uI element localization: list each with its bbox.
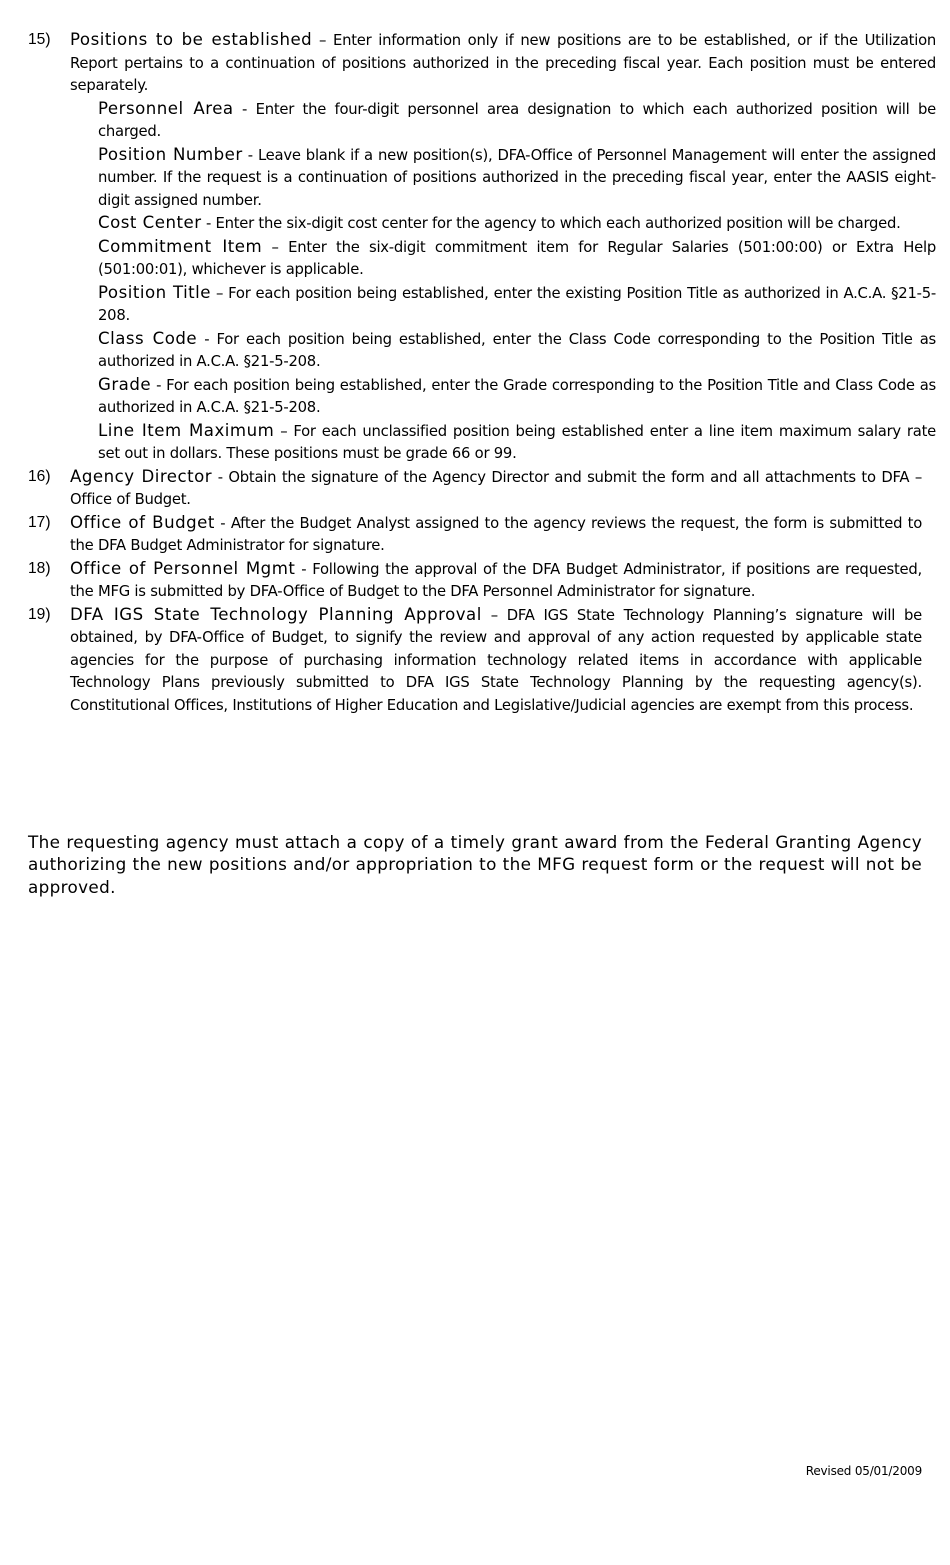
sub-item-title: Cost Center — [98, 213, 202, 232]
item-number: 19) — [28, 605, 51, 623]
sub-item-grade — [98, 374, 936, 420]
sub-item-text: - For each position being established, enter the Class Code corresponding to the Position Title as authorized in A.C.A. §21-5-208. — [98, 330, 937, 370]
closing-note: The requesting agency must attach a copy of a timely grant award from the Federal Granting Agency authorizing the new positions and/or appropriation to the MFG request form or the request will not be approved. — [28, 831, 922, 897]
instruction-item-15 — [28, 29, 937, 466]
sub-item-text: - Enter the six-digit cost center for the agency to which each authorized position will be charged. — [201, 215, 901, 232]
item-body — [70, 604, 922, 718]
item-title: DFA IGS State Technology Planning Approval — [70, 604, 482, 624]
item-text: – Enter information only if new positions are to be established, or if the Utilization Report pertains to a continuation of positions authorized in the preceding fiscal year. Each position must be entered separately. — [70, 32, 936, 94]
sub-item-cost-center — [98, 212, 936, 236]
sub-item-text: - Enter the four-digit personnel area designation to which each authorized position will be charged. — [98, 100, 936, 140]
sub-item-text: - For each position being established, enter the Grade corresponding to the Position Title and Class Code as authorized in A.C.A. §21-5-208. — [98, 376, 936, 416]
instruction-item-18 — [28, 558, 922, 604]
item-text: – DFA IGS State Technology Planning’s signature will be obtained, by DFA-Office of Budget, to signify the review and approval of any action requested by applicable state agencies for the purpose of purchasing information technology related items in accordance with applicable Technology Plans previously submitted to DFA IGS State Technology Planning by the requesting agency(s). Constitutional Offices, Institutions of Higher Education and Legislative/Judicial agencies are exempt from this process. — [70, 606, 922, 714]
sub-item-class-code — [98, 328, 936, 374]
sub-item-position-number — [98, 144, 936, 213]
item-body — [70, 512, 922, 558]
item-number: 16) — [28, 467, 51, 485]
item-title: Office of Personnel Mgmt — [70, 558, 296, 578]
sub-item-title: Position Number — [98, 144, 243, 164]
sub-item-text: – For each unclassified position being established enter a line item maximum salary rate set out in dollars. These positions must be grade 66 or 99. — [98, 422, 936, 462]
sub-item-title: Personnel Area — [98, 98, 234, 118]
sub-item-line-item-maximum — [98, 420, 936, 466]
sub-item-commitment-item — [98, 236, 936, 282]
sub-item-title: Grade — [98, 374, 152, 394]
instruction-item-19 — [28, 604, 922, 718]
item-number: 17) — [28, 513, 51, 531]
sub-item-title: Class Code — [98, 328, 198, 348]
item-number: 18) — [28, 559, 51, 577]
sub-item-position-title — [98, 282, 936, 328]
sub-item-title: Position Title — [98, 282, 211, 302]
item-number: 15) — [28, 31, 51, 48]
item-body — [70, 466, 922, 512]
item-title: Agency Director — [70, 466, 213, 486]
instruction-item-17 — [28, 512, 922, 558]
item-body — [70, 29, 936, 466]
sub-item-text: – For each position being established, enter the existing Position Title as authorized in A.C.A. §21-5-208. — [98, 284, 936, 324]
item-body — [70, 558, 922, 604]
sub-item-list — [98, 98, 936, 466]
sub-item-title: Commitment Item — [98, 236, 263, 256]
instructions-document — [28, 29, 937, 717]
sub-item-text: - Leave blank if a new position(s), DFA-Office of Personnel Management will enter the assigned number. If the request is a continuation of positions authorized in the preceding fiscal year, enter the AASIS eight-digit assigned number. — [98, 146, 937, 209]
revision-date: Revised 05/01/2009 — [805, 1464, 922, 1478]
instruction-item-16 — [28, 466, 922, 512]
item-text: - Obtain the signature of the Agency Director and submit the form and all attachments to DFA – Office of Budget. — [70, 468, 922, 508]
item-text: - Following the approval of the DFA Budget Administrator, if positions are requested, the MFG is submitted by DFA-Office of Budget to the DFA Personnel Administrator for signature. — [70, 560, 923, 600]
sub-item-personnel-area — [98, 98, 936, 144]
sub-item-text: – Enter the six-digit commitment item for Regular Salaries (501:00:00) or Extra Help (501:00:01), whichever is applicable. — [98, 238, 936, 278]
sub-item-title: Line Item Maximum — [98, 420, 275, 440]
item-title: Office of Budget — [70, 512, 215, 532]
item-title: Positions to be established — [70, 30, 313, 49]
item-text: - After the Budget Analyst assigned to the agency reviews the request, the form is submitted to the DFA Budget Administrator for signature. — [70, 514, 922, 554]
